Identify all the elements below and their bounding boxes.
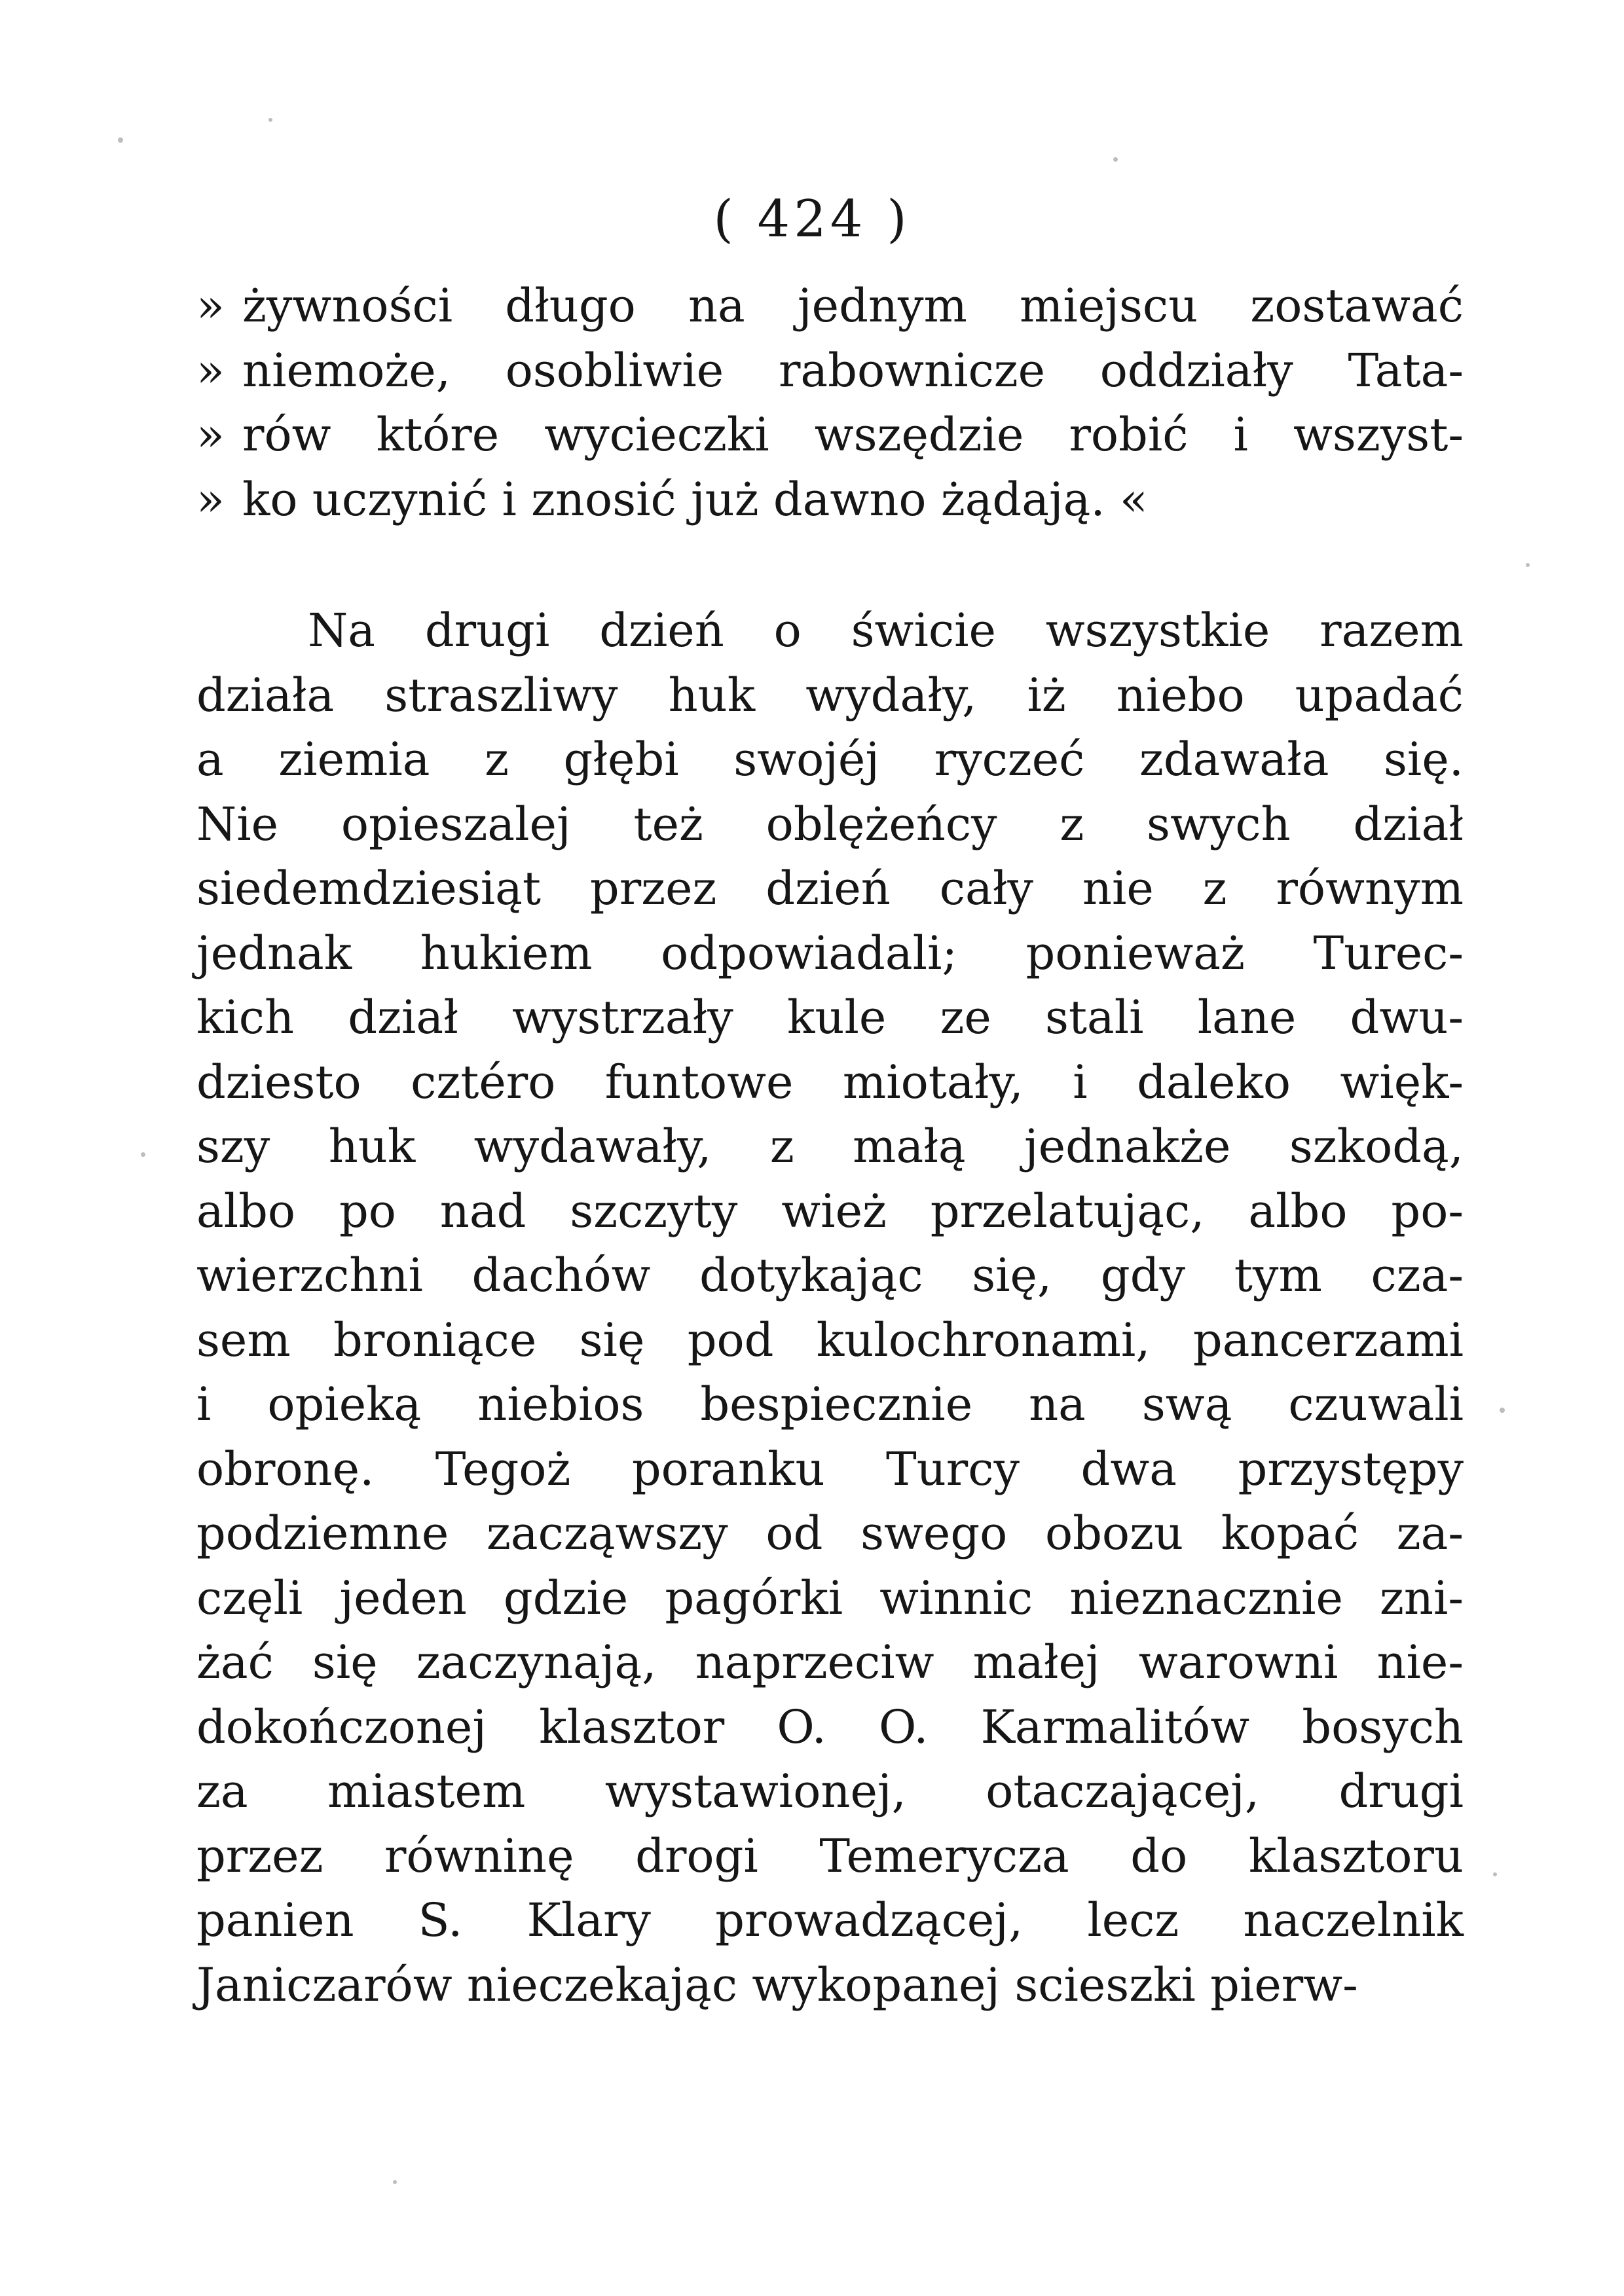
paragraph-line: jednak hukiem odpowiadali; ponieważ Turec- — [196, 926, 1464, 980]
quote-line-text: niemoże, osobliwie rabownicze oddziały Tata- — [242, 343, 1464, 397]
paragraph-line: szy huk wydawały, z małą jednakże szkodą, — [196, 1120, 1464, 1173]
print-speck — [1500, 1408, 1505, 1413]
paragraph-line — [196, 598, 1464, 663]
quote-mark: » — [196, 279, 225, 333]
quote-line-text: żywności długo na jednym miejscu zostawać — [242, 279, 1464, 333]
paragraph-line: częli jeden gdzie pagórki winnic nieznacznie zni- — [196, 1571, 1464, 1625]
print-speck — [1493, 1872, 1497, 1876]
quote-line — [196, 403, 1464, 467]
paragraph-line: sem broniące się pod kulochronami, pancerzami — [196, 1313, 1464, 1367]
quote-line-text: ko uczynić i znosić już dawno żądają. « — [242, 472, 1148, 526]
quote-line-text: rów które wycieczki wszędzie robić i wszyst- — [242, 408, 1464, 462]
print-speck — [268, 118, 272, 122]
quote-line — [196, 467, 1464, 532]
paragraph-line: obronę. Tegoż poranku Turcy dwa przystępy — [196, 1442, 1464, 1496]
paragraph-line: przez równinę drogi Temerycza do klasztoru — [196, 1829, 1464, 1883]
paragraph-line: za miastem wystawionej, otaczającej, drugi — [196, 1764, 1464, 1818]
quote-line — [196, 338, 1464, 403]
quote-mark: » — [196, 343, 225, 397]
print-speck — [118, 137, 123, 143]
paragraph-line: dokończonej klasztor O. O. Karmalitów bosych — [196, 1700, 1464, 1754]
paragraph-line: panien S. Klary prowadzącej, lecz naczelnik — [196, 1893, 1464, 1947]
quote-line — [196, 274, 1464, 338]
paragraph-line: kich dział wystrzały kule ze stali lane dwu- — [196, 991, 1464, 1044]
page-number: ( 424 ) — [713, 190, 911, 249]
print-speck — [1526, 563, 1530, 567]
paragraph-line: Nie opieszalej też oblężeńcy z swych dział — [196, 797, 1464, 851]
paragraph-line: działa straszliwy huk wydały, iż niebo upadać — [196, 668, 1464, 722]
paragraph-line-text: Na drugi dzień o świcie wszystkie razem — [308, 604, 1464, 657]
paragraph-line: podziemne zacząwszy od swego obozu kopać za- — [196, 1506, 1464, 1560]
print-speck — [1113, 157, 1118, 162]
paragraph-line: dziesto cztéro funtowe miotały, i daleko więk- — [196, 1055, 1464, 1109]
paragraph-line: siedemdziesiąt przez dzień cały nie z równym — [196, 862, 1464, 915]
print-speck — [393, 2180, 397, 2184]
paragraph-line: a ziemia z głębi swojéj ryczeć zdawała się. — [196, 733, 1464, 786]
body-paragraph — [196, 598, 1464, 2017]
paragraph-line: żać się zaczynają, naprzeciw małej warowni nie- — [196, 1635, 1464, 1689]
paragraph-line: Janiczarów nieczekając wykopanej scieszki pierw- — [196, 1958, 1358, 2012]
print-speck — [141, 1152, 145, 1157]
quote-mark: » — [196, 472, 225, 526]
quote-mark: » — [196, 408, 225, 462]
quoted-passage — [196, 274, 1464, 532]
paragraph-line: albo po nad szczyty wież przelatując, albo po- — [196, 1184, 1464, 1238]
paragraph-line: i opieką niebios bespiecznie na swą czuwali — [196, 1377, 1464, 1431]
paragraph-line: wierzchni dachów dotykając się, gdy tym cza- — [196, 1248, 1464, 1302]
